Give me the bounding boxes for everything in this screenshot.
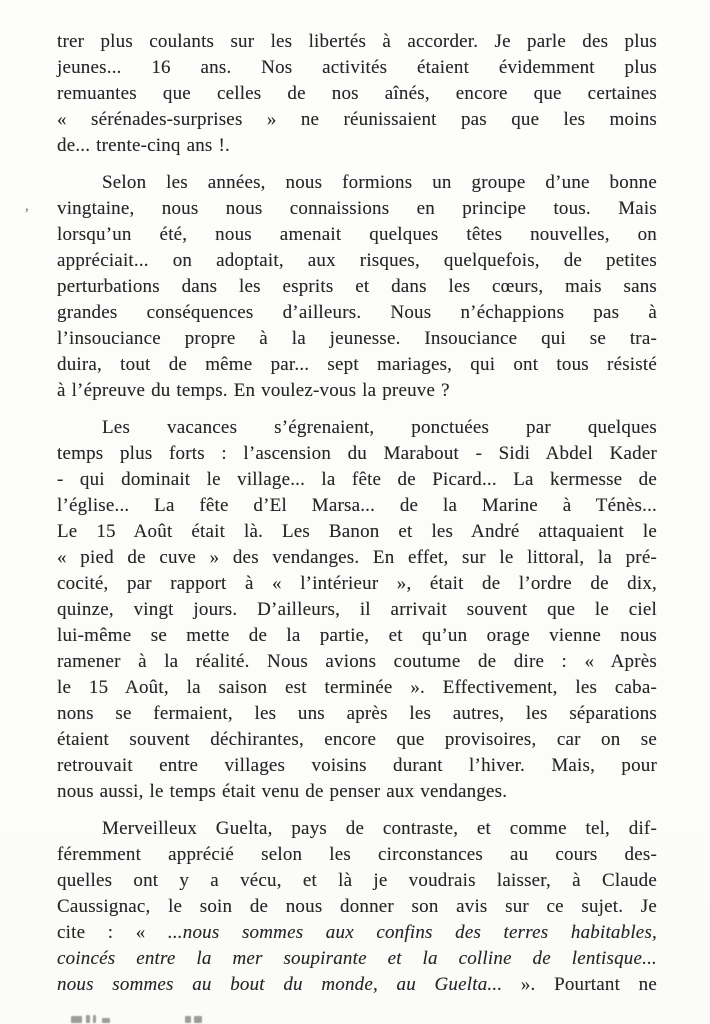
text-segment: « sérénades-surprises » ne réunissaient pas que les moins bbox=[57, 109, 657, 130]
text-line bbox=[57, 571, 657, 597]
text-line bbox=[57, 753, 657, 779]
text-segment: quinze, vingt jours. D’ailleurs, il arrivait souvent que le ciel bbox=[57, 599, 657, 620]
margin-speck-artifact: , bbox=[25, 198, 29, 214]
text-line bbox=[57, 597, 657, 623]
cutoff-glyph-fragment bbox=[86, 1015, 90, 1023]
text-segment: « pied de cuve » des vendanges. En effet, sur le littoral, la pré- bbox=[57, 547, 657, 568]
cutoff-glyph-fragment bbox=[194, 1016, 202, 1023]
text-line bbox=[57, 701, 657, 727]
italic-text-segment: nous sommes au bout du monde, au Guelta... bbox=[57, 974, 521, 995]
text-segment: Les vacances s’égrenaient, ponctuées par quelques bbox=[102, 417, 657, 438]
text-segment: quelles ont y a vécu, et là je voudrais laisser, à Claude bbox=[57, 870, 657, 891]
text-segment: l’insouciance propre à la jeunesse. Insouciance qui se tra- bbox=[57, 328, 657, 349]
text-line bbox=[57, 196, 657, 222]
text-segment: à l’épreuve du temps. En voulez-vous la preuve ? bbox=[57, 380, 450, 401]
text-line bbox=[57, 467, 657, 493]
text-line bbox=[57, 133, 657, 159]
text-line bbox=[57, 920, 657, 946]
text-line bbox=[57, 519, 657, 545]
text-line bbox=[57, 352, 657, 378]
text-line bbox=[57, 816, 657, 842]
text-segment: appréciait... on adoptait, aux risques, quelquefois, de petites bbox=[57, 250, 657, 271]
text-segment: retrouvait entre villages voisins durant l’hiver. Mais, pour bbox=[57, 755, 657, 776]
text-segment: - qui dominait le village... la fête de Picard... La kermesse de bbox=[57, 469, 657, 490]
text-segment: perturbations dans les esprits et dans les cœurs, mais sans bbox=[57, 276, 657, 297]
text-segment: l’église... La fête d’El Marsa... de la Marine à Ténès... bbox=[57, 495, 657, 516]
paragraph bbox=[57, 170, 657, 404]
text-block bbox=[57, 29, 657, 998]
text-line bbox=[57, 29, 657, 55]
text-line bbox=[57, 894, 657, 920]
text-segment: Caussignac, le soin de nous donner son avis sur ce sujet. Je bbox=[57, 896, 657, 917]
text-segment: vingtaine, nous nous connaissions en principe tous. Mais bbox=[57, 198, 657, 219]
text-line bbox=[57, 248, 657, 274]
text-line bbox=[57, 946, 657, 972]
page-bottom-artifact bbox=[57, 1013, 657, 1024]
text-segment: lui-même se mette de la partie, et qu’un orage vienne nous bbox=[57, 625, 657, 646]
text-line bbox=[57, 81, 657, 107]
text-line bbox=[57, 493, 657, 519]
text-segment: étaient souvent déchirantes, encore que provisoires, car on se bbox=[57, 729, 657, 750]
text-segment: nous aussi, le temps était venu de penser aux vendanges. bbox=[57, 781, 508, 802]
text-line bbox=[57, 274, 657, 300]
text-line bbox=[57, 441, 657, 467]
text-segment: Selon les années, nous formions un groupe d’une bonne bbox=[102, 172, 657, 193]
text-line bbox=[57, 378, 657, 404]
italic-text-segment: coincés entre la mer soupirante et la colline de lentisque... bbox=[57, 948, 657, 969]
text-segment: jeunes... 16 ans. Nos activités étaient évidemment plus bbox=[57, 57, 657, 78]
text-line bbox=[57, 842, 657, 868]
text-line bbox=[57, 415, 657, 441]
cutoff-glyph-fragment bbox=[102, 1018, 110, 1023]
text-segment: ramener à la réalité. Nous avions coutume de dire : « Après bbox=[57, 651, 657, 672]
text-line bbox=[57, 222, 657, 248]
paragraph bbox=[57, 29, 657, 159]
text-line bbox=[57, 300, 657, 326]
text-line bbox=[57, 623, 657, 649]
text-segment: cocité, par rapport à « l’intérieur », était de l’ordre de dix, bbox=[57, 573, 657, 594]
text-segment: trer plus coulants sur les libertés à accorder. Je parle des plus bbox=[57, 31, 657, 52]
text-line bbox=[57, 545, 657, 571]
text-line bbox=[57, 326, 657, 352]
text-line bbox=[57, 675, 657, 701]
cutoff-glyph-fragment bbox=[71, 1016, 82, 1023]
text-segment: grandes conséquences d’ailleurs. Nous n’échappions pas à bbox=[57, 302, 657, 323]
text-segment: Le 15 Août était là. Les Banon et les André attaquaient le bbox=[57, 521, 657, 542]
text-line bbox=[57, 107, 657, 133]
text-line bbox=[57, 972, 657, 998]
text-line bbox=[57, 868, 657, 894]
italic-text-segment: ...nous sommes aux confins des terres habitables, bbox=[167, 922, 657, 943]
text-segment: nons se fermaient, les uns après les autres, les séparations bbox=[57, 703, 657, 724]
paragraph bbox=[57, 415, 657, 805]
text-line bbox=[57, 170, 657, 196]
cutoff-glyph-fragment bbox=[185, 1016, 191, 1023]
text-line bbox=[57, 649, 657, 675]
cutoff-glyph-fragment bbox=[93, 1015, 96, 1023]
text-line bbox=[57, 779, 657, 805]
paragraph bbox=[57, 816, 657, 998]
text-segment: temps plus forts : l’ascension du Marabout - Sidi Abdel Kader bbox=[57, 443, 657, 464]
text-segment: remuantes que celles de nos aînés, encore que certaines bbox=[57, 83, 657, 104]
text-segment: duira, tout de même par... sept mariages, qui ont tous résisté bbox=[57, 354, 657, 375]
text-line bbox=[57, 55, 657, 81]
text-segment: de... trente-cinq ans !. bbox=[57, 135, 230, 156]
text-segment: lorsqu’un été, nous amenait quelques têtes nouvelles, on bbox=[57, 224, 657, 245]
text-segment: ». Pourtant ne bbox=[520, 974, 657, 995]
text-line bbox=[57, 727, 657, 753]
text-segment: Merveilleux Guelta, pays de contraste, et comme tel, dif- bbox=[102, 818, 657, 839]
text-segment: cite : « bbox=[57, 922, 168, 943]
text-segment: le 15 Août, la saison est terminée ». Effectivement, les caba- bbox=[57, 677, 657, 698]
text-segment: féremment apprécié selon les circonstances au cours des- bbox=[57, 844, 657, 865]
